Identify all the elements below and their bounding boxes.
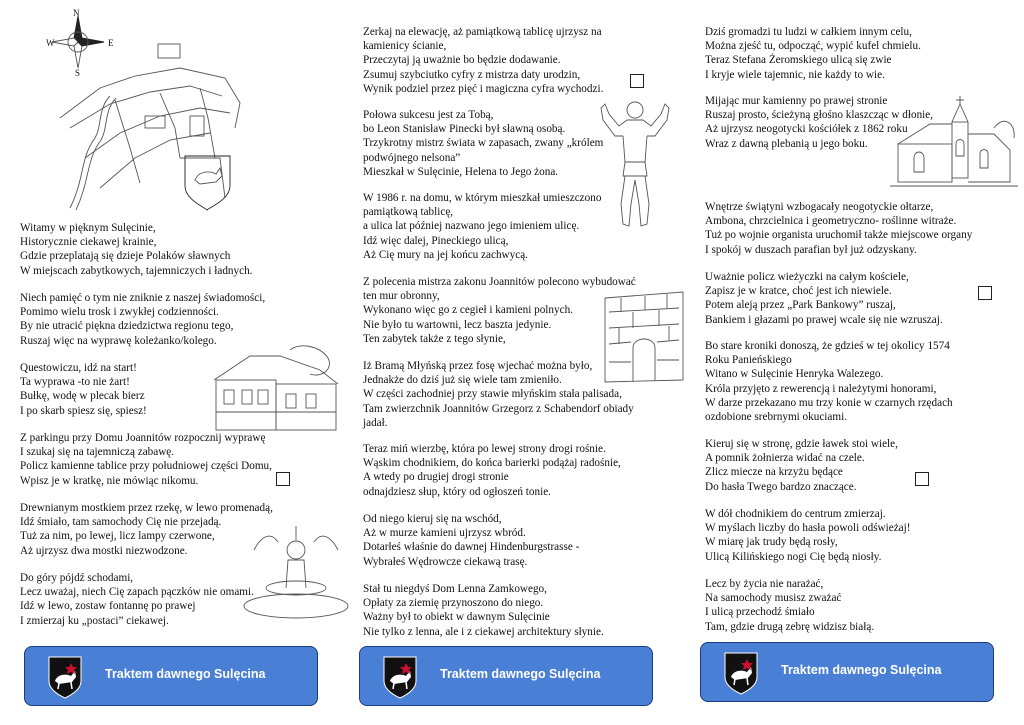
verse-14: Stał tu niegdyś Dom Lenna Zamkowego, Opłaty za ziemię przynoszono do niego. Ważny był to obiekt w dawnym Sulęcinie Nie tylko z lenna, ale i z ciekawej architektury słynie. xyxy=(363,583,604,638)
compass-label-s: S xyxy=(75,68,81,78)
map-sketch xyxy=(40,8,255,218)
verse-22: Lecz by życia nie narażać, Na samochody musisz zważać I ulicą przechodź śmiało Tam, gdzie drugą zebrę widzisz białą. xyxy=(705,578,875,633)
compass-label-w: W xyxy=(46,38,55,48)
strongman-sketch xyxy=(595,96,675,232)
crest-icon xyxy=(382,655,418,699)
title-banner-1 xyxy=(24,646,318,706)
crest-icon xyxy=(47,655,83,699)
verse-15: Dziś gromadzi tu ludzi w całkiem innym celu, Można zjeść tu, odpocząć, wypić kufel chmielu. Teraz Stefana Żeromskiego ulicą się zwie I kryje wiele tajemnic, nie każdy to wie. xyxy=(705,26,921,81)
banner-title: Traktem dawnego Sulęcina xyxy=(781,663,942,677)
compass-label-n: N xyxy=(73,8,80,18)
verse-10: Z polecenia mistrza zakonu Joannitów polecono wybudować ten mur obronny, Wykonano więc go z cegieł i kamieni polnych. Nie było tu wartowni, lecz baszta jedynie. Ten zabytek także z tego słynie, xyxy=(363,276,636,345)
verse-13: Od niego kieruj się na wschód, Aż w murze kamieni ujrzysz wbród. Dotarłeś właśnie do dawnej Hindenburgstrasse - Wybrałeś Wędrowcze ciekawą trasę. xyxy=(363,513,580,568)
verse-7: Zerkaj na elewację, aż pamiątkową tablicę ujrzysz na kamienicy ścianie, Przeczytaj ją uważnie bo będzie dodawanie. Zsumuj szybciutko cyfry z mistrza daty urodzin, Wynik podziel przez pięć i magiczna cyfra wychodzi. xyxy=(363,26,604,95)
column-1 xyxy=(0,0,330,725)
column-2 xyxy=(345,0,675,725)
verse-12: Teraz miń wierzbę, która po lewej strony drogi rośnie. Wąskim chodnikiem, do końca barierki podążaj radośnie, A wtedy po drugiej drogi stronie odnajdziesz słup, który od ogłoszeń tonie. xyxy=(363,443,621,498)
answer-box-2[interactable] xyxy=(630,74,644,88)
verse-19: Bo stare kroniki donoszą, że gdzieś w tej okolicy 1574 Roku Panieńskiego Witano w Sulęcinie Henryka Walezego. Króla przyjęto z rewerencją i należytymi honorami, W darze przekazano mu trzy konie w czarnych rzędach ozdobione srebrnymi okuciami. xyxy=(705,340,953,424)
verse-11: Iż Bramą Młyńską przez fosę wjechać można było, Jednakże do dziś już się wiele tam zmieniło. W części zachodniej przy stawie młyńskim stała palisada, Tam zwierzchnik Joannitów Grzegorz z Schabendorf obiady jadał. xyxy=(363,360,634,429)
verse-2: Niech pamięć o tym nie zniknie z naszej świadomości, Pomimo wielu trosk i zwykłej codzienności. By nie utracić piękna dziedzictwa regionu tego, Ruszaj więc na wyprawę koleżanko/kolego. xyxy=(20,292,266,347)
title-banner-2 xyxy=(359,646,653,706)
verse-8: Połowa sukcesu jest za Tobą, bo Leon Stanisław Pinecki był sławną osobą. Trzykrotny mistrz świata w zapasach, zwany „królem podwójnego nelsona” Mieszkał w Sulęcinie, Helena to Jego żona. xyxy=(363,109,604,178)
verse-3: Questowiczu, idź na start! Ta wyprawa -to nie żart! Bułkę, wodę w plecak bierz I po skarb spiesz się, spiesz! xyxy=(20,362,147,417)
wall-sketch xyxy=(603,288,685,384)
banner-title: Traktem dawnego Sulęcina xyxy=(105,667,266,681)
compass-icon xyxy=(52,16,104,68)
verse-4: Z parkingu przy Domu Joannitów rozpocznij wyprawę I szukaj się na tajemniczą zabawę. Policz kamienne tablice przy południowej części Domu, Wpisz je w kratkę, nie mówiąc nikomu. xyxy=(20,432,272,487)
verse-21: W dół chodnikiem do centrum zmierzaj. W myślach liczby do hasła powoli odświeżaj! W miarę jak trudy będą rosły, Ulicą Kilińskiego nogi Cię będą niosły. xyxy=(705,508,911,563)
verse-17: Wnętrze świątyni wzbogacały neogotyckie ołtarze, Ambona, chrzcielnica i geometryczno- roślinne witraże. Tuż po wojnie organista uruchomił także miejscowe organy I spokój w duszach parafian był już odzyskany. xyxy=(705,201,973,256)
fountain-sketch xyxy=(240,520,352,622)
verse-6: Do góry pójdź schodami, Lecz uważaj, niech Cię zapach pączków nie omami. Idź w lewo, zostaw fontannę po prawej I zmierzaj ku „postaci” ciekawej. xyxy=(20,572,254,627)
verse-5: Drewnianym mostkiem przez rzekę, w lewo promenadą, Idź śmiało, tam samochody Cię nie przejadą. Tuż za nim, po lewej, licz lampy czerwone, Aż ujrzysz dwa mostki niezwodzone. xyxy=(20,502,273,557)
verse-18: Uważnie policz wieżyczki na całym kościele, Zapisz je w kratce, choć jest ich niewiele. Potem aleją przez „Park Bankowy” ruszaj, Bankiem i głazami po prawej wcale się nie wzruszaj. xyxy=(705,271,943,326)
column-3 xyxy=(690,0,1020,725)
verse-20: Kieruj się w stronę, gdzie ławek stoi wiele, A pomnik żołnierza widać na czele. Zlicz miecze na krzyżu będące Do hasła Twego bardzo znaczące. xyxy=(705,438,898,493)
verse-16: Mijając mur kamienny po prawej stronie Ruszaj prosto, ścieżyną głośno klaszcząc w dłonie, Aż ujrzysz neogotycki kościółek z 1862 roku Wraz z dawną plebanią u jego boku. xyxy=(705,95,934,150)
church-sketch xyxy=(890,94,1018,192)
answer-box-1[interactable] xyxy=(276,472,290,486)
house-sketch xyxy=(210,340,342,432)
verse-1: Witamy w pięknym Sulęcinie, Historycznie ciekawej krainie, Gdzie przeplatają się dzieje Polaków sławnych W miejscach zabytkowych, tajemniczych i ładnych. xyxy=(20,222,253,277)
compass-label-e: E xyxy=(108,38,114,48)
crest-icon xyxy=(723,651,759,695)
answer-box-3[interactable] xyxy=(978,286,992,300)
title-banner-3 xyxy=(700,642,994,702)
banner-title: Traktem dawnego Sulęcina xyxy=(440,667,601,681)
verse-9: W 1986 r. na domu, w którym mieszkał umieszczono pamiątkową tablicę, a ulica lat później nazwano jego imieniem ulicę. Idź więc dalej, Pineckiego ulicą, Aż Cię mury na jej końcu zachwycą. xyxy=(363,192,602,261)
answer-box-4[interactable] xyxy=(915,472,929,486)
